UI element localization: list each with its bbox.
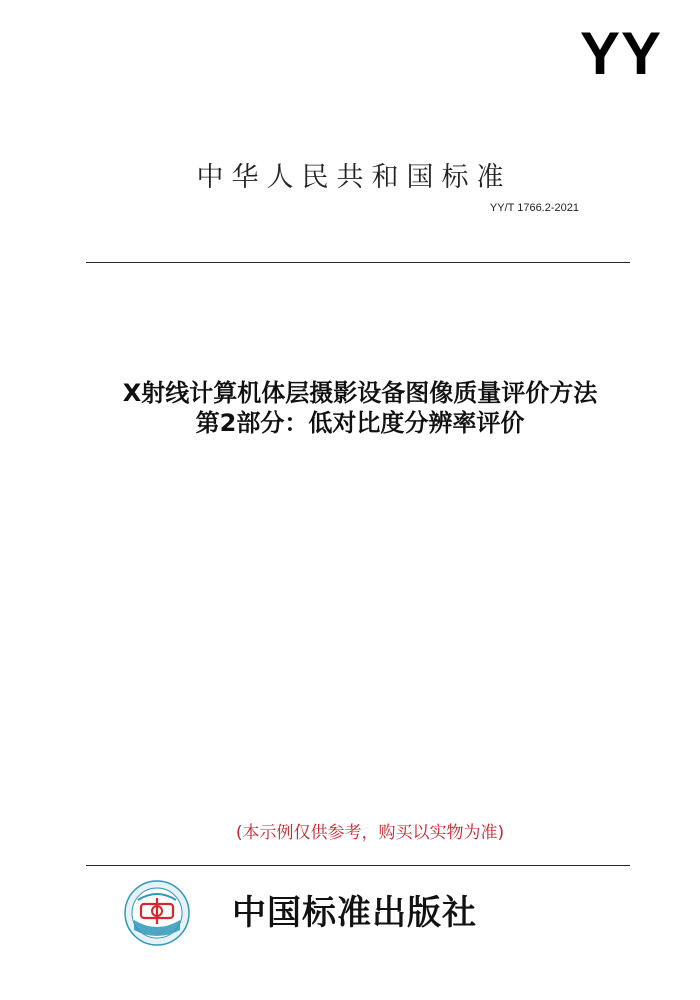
publisher-name: 中国标准出版社 [232, 893, 477, 933]
national-standard-heading: 中华人民共和国标准 [196, 162, 512, 193]
standard-number: YY/T 1766.2-2021 [489, 202, 579, 214]
title-line-2: 第2部分：低对比度分辨率评价 [195, 409, 525, 437]
top-divider [86, 262, 630, 263]
title-line-1: X射线计算机体层摄影设备图像质量评价方法 [122, 379, 598, 407]
sample-notice: (本示例仅供参考，购买以实物为准) [235, 823, 505, 843]
standard-category-mark: YY [579, 20, 662, 87]
document-title [40, 378, 680, 438]
bottom-divider [86, 865, 630, 866]
publisher-seal-icon [124, 880, 190, 946]
